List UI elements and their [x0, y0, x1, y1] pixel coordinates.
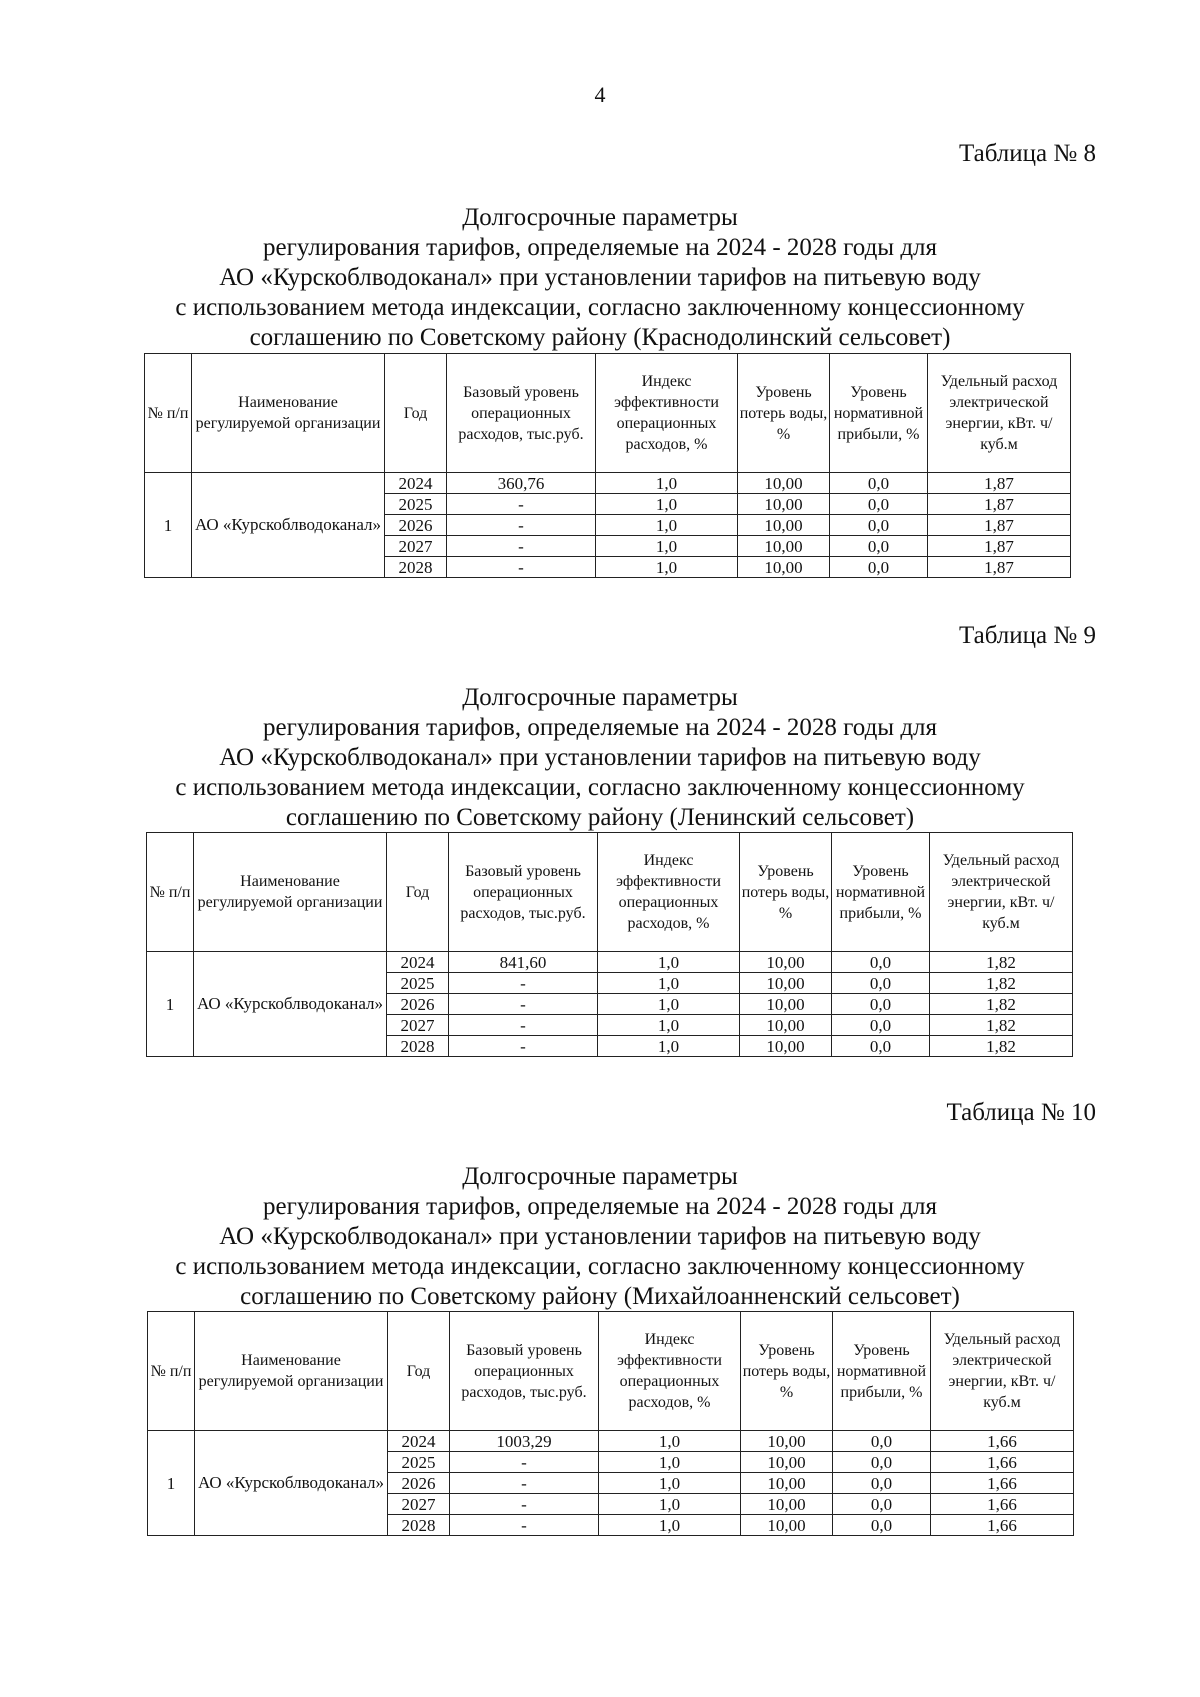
cell-year: 2025 — [385, 494, 447, 515]
table-row — [148, 1431, 1074, 1452]
cell-index: 1,0 — [599, 1494, 741, 1515]
cell-base: - — [449, 1036, 598, 1057]
header-org: Наименование регулируемой организации — [195, 1312, 388, 1431]
cell-base: - — [447, 557, 596, 578]
cell-energy: 1,66 — [931, 1452, 1074, 1473]
cell-base: - — [449, 994, 598, 1015]
cell-index: 1,0 — [598, 994, 740, 1015]
table-label: Таблица № 8 — [958, 140, 1096, 167]
heading-line: регулирования тарифов, определяемые на 2024 - 2028 годы для — [262, 234, 938, 261]
header-profit: Уровень нормативной прибыли, % — [830, 354, 928, 473]
row-number: 1 — [148, 1431, 195, 1536]
header-index: Индекс эффективности операционных расходов, % — [598, 833, 740, 952]
cell-year: 2026 — [387, 994, 449, 1015]
cell-loss: 10,00 — [741, 1452, 833, 1473]
cell-base: 841,60 — [449, 952, 598, 973]
cell-profit: 0,0 — [830, 494, 928, 515]
cell-base: - — [447, 494, 596, 515]
cell-base: - — [450, 1494, 599, 1515]
table-row — [145, 473, 1071, 494]
cell-energy: 1,66 — [931, 1515, 1074, 1536]
header-num: № п/п — [147, 833, 194, 952]
organization-name: АО «Курскоблводоканал» — [194, 952, 387, 1057]
cell-loss: 10,00 — [741, 1431, 833, 1452]
cell-year: 2026 — [385, 515, 447, 536]
heading-line: Долгосрочные параметры — [462, 204, 738, 231]
cell-profit: 0,0 — [830, 473, 928, 494]
header-energy: Удельный расход электрической энергии, кВт. ч/куб.м — [928, 354, 1071, 473]
cell-loss: 10,00 — [741, 1494, 833, 1515]
heading-line: регулирования тарифов, определяемые на 2024 - 2028 годы для — [262, 714, 938, 741]
cell-energy: 1,66 — [931, 1494, 1074, 1515]
header-base: Базовый уровень операционных расходов, тыс.руб. — [447, 354, 596, 473]
cell-energy: 1,87 — [928, 536, 1071, 557]
cell-base: - — [449, 1015, 598, 1036]
cell-year: 2027 — [385, 536, 447, 557]
cell-base: - — [449, 973, 598, 994]
cell-loss: 10,00 — [741, 1515, 833, 1536]
header-profit: Уровень нормативной прибыли, % — [833, 1312, 931, 1431]
heading-line: с использованием метода индексации, согласно заключенному концессионному — [175, 1253, 1025, 1280]
cell-year: 2024 — [385, 473, 447, 494]
cell-year: 2028 — [385, 557, 447, 578]
cell-index: 1,0 — [596, 557, 738, 578]
cell-energy: 1,82 — [930, 973, 1073, 994]
cell-index: 1,0 — [598, 1036, 740, 1057]
cell-loss: 10,00 — [738, 515, 830, 536]
cell-index: 1,0 — [599, 1515, 741, 1536]
table-label: Таблица № 10 — [946, 1099, 1096, 1126]
cell-loss: 10,00 — [740, 1036, 832, 1057]
cell-index: 1,0 — [596, 494, 738, 515]
cell-index: 1,0 — [599, 1452, 741, 1473]
cell-loss: 10,00 — [738, 494, 830, 515]
cell-profit: 0,0 — [830, 536, 928, 557]
cell-loss: 10,00 — [738, 557, 830, 578]
cell-loss: 10,00 — [738, 536, 830, 557]
header-num: № п/п — [145, 354, 192, 473]
cell-year: 2027 — [388, 1494, 450, 1515]
cell-base: - — [450, 1515, 599, 1536]
cell-index: 1,0 — [598, 1015, 740, 1036]
cell-year: 2025 — [388, 1452, 450, 1473]
cell-energy: 1,82 — [930, 1015, 1073, 1036]
organization-name: АО «Курскоблводоканал» — [195, 1431, 388, 1536]
heading-line: с использованием метода индексации, согласно заключенному концессионному — [175, 774, 1025, 801]
cell-profit: 0,0 — [830, 515, 928, 536]
header-base: Базовый уровень операционных расходов, тыс.руб. — [450, 1312, 599, 1431]
header-base: Базовый уровень операционных расходов, тыс.руб. — [449, 833, 598, 952]
parameters-table — [146, 832, 1073, 1057]
heading-line: соглашению по Советскому району (Михайлоанненский сельсовет) — [240, 1283, 960, 1310]
cell-year: 2026 — [388, 1473, 450, 1494]
heading-line: Долгосрочные параметры — [462, 1163, 738, 1190]
cell-energy: 1,66 — [931, 1431, 1074, 1452]
cell-profit: 0,0 — [832, 1015, 930, 1036]
cell-profit: 0,0 — [832, 952, 930, 973]
heading-line: регулирования тарифов, определяемые на 2024 - 2028 годы для — [262, 1193, 938, 1220]
cell-base: 1003,29 — [450, 1431, 599, 1452]
cell-base: - — [450, 1473, 599, 1494]
cell-index: 1,0 — [596, 515, 738, 536]
header-loss: Уровень потерь воды, % — [741, 1312, 833, 1431]
cell-base: - — [447, 536, 596, 557]
cell-energy: 1,87 — [928, 494, 1071, 515]
cell-index: 1,0 — [599, 1431, 741, 1452]
cell-loss: 10,00 — [740, 994, 832, 1015]
cell-year: 2028 — [388, 1515, 450, 1536]
header-index: Индекс эффективности операционных расходов, % — [596, 354, 738, 473]
cell-profit: 0,0 — [830, 557, 928, 578]
cell-loss: 10,00 — [740, 973, 832, 994]
header-index: Индекс эффективности операционных расходов, % — [599, 1312, 741, 1431]
cell-loss: 10,00 — [741, 1473, 833, 1494]
table-label: Таблица № 9 — [958, 622, 1096, 649]
header-energy: Удельный расход электрической энергии, кВт. ч/куб.м — [930, 833, 1073, 952]
heading-line: соглашению по Советскому району (Ленинский сельсовет) — [285, 804, 915, 831]
cell-loss: 10,00 — [740, 1015, 832, 1036]
cell-year: 2024 — [387, 952, 449, 973]
cell-base: - — [447, 515, 596, 536]
header-loss: Уровень потерь воды, % — [738, 354, 830, 473]
header-loss: Уровень потерь воды, % — [740, 833, 832, 952]
cell-energy: 1,82 — [930, 994, 1073, 1015]
header-year: Год — [387, 833, 449, 952]
header-org: Наименование регулируемой организации — [194, 833, 387, 952]
cell-profit: 0,0 — [832, 994, 930, 1015]
cell-profit: 0,0 — [833, 1452, 931, 1473]
header-org: Наименование регулируемой организации — [192, 354, 385, 473]
table-heading — [0, 203, 1200, 353]
table-row — [147, 952, 1073, 973]
header-year: Год — [388, 1312, 450, 1431]
heading-line: АО «Курскоблводоканал» при установлении тарифов на питьевую воду — [219, 1223, 981, 1250]
cell-profit: 0,0 — [832, 973, 930, 994]
header-year: Год — [385, 354, 447, 473]
header-num: № п/п — [148, 1312, 195, 1431]
cell-year: 2027 — [387, 1015, 449, 1036]
cell-loss: 10,00 — [738, 473, 830, 494]
cell-profit: 0,0 — [833, 1494, 931, 1515]
cell-index: 1,0 — [596, 536, 738, 557]
cell-profit: 0,0 — [833, 1473, 931, 1494]
cell-profit: 0,0 — [833, 1515, 931, 1536]
cell-loss: 10,00 — [740, 952, 832, 973]
cell-base: 360,76 — [447, 473, 596, 494]
row-number: 1 — [145, 473, 192, 578]
table-heading — [0, 1162, 1200, 1312]
page-number: 4 — [594, 82, 606, 107]
cell-year: 2024 — [388, 1431, 450, 1452]
cell-year: 2028 — [387, 1036, 449, 1057]
heading-line: с использованием метода индексации, согласно заключенному концессионному — [175, 294, 1025, 321]
table-heading — [0, 683, 1200, 833]
heading-line: Долгосрочные параметры — [462, 684, 738, 711]
heading-line: АО «Курскоблводоканал» при установлении тарифов на питьевую воду — [219, 264, 981, 291]
cell-energy: 1,87 — [928, 515, 1071, 536]
cell-energy: 1,82 — [930, 1036, 1073, 1057]
heading-line: АО «Курскоблводоканал» при установлении тарифов на питьевую воду — [219, 744, 981, 771]
cell-profit: 0,0 — [832, 1036, 930, 1057]
heading-line: соглашению по Советскому району (Краснодолинский сельсовет) — [249, 324, 951, 351]
cell-index: 1,0 — [598, 952, 740, 973]
cell-energy: 1,87 — [928, 473, 1071, 494]
cell-year: 2025 — [387, 973, 449, 994]
header-energy: Удельный расход электрической энергии, кВт. ч/куб.м — [931, 1312, 1074, 1431]
cell-base: - — [450, 1452, 599, 1473]
row-number: 1 — [147, 952, 194, 1057]
cell-index: 1,0 — [596, 473, 738, 494]
organization-name: АО «Курскоблводоканал» — [192, 473, 385, 578]
cell-profit: 0,0 — [833, 1431, 931, 1452]
header-profit: Уровень нормативной прибыли, % — [832, 833, 930, 952]
parameters-table — [144, 353, 1071, 578]
cell-index: 1,0 — [599, 1473, 741, 1494]
cell-energy: 1,66 — [931, 1473, 1074, 1494]
cell-energy: 1,82 — [930, 952, 1073, 973]
parameters-table — [147, 1311, 1074, 1536]
cell-index: 1,0 — [598, 973, 740, 994]
cell-energy: 1,87 — [928, 557, 1071, 578]
